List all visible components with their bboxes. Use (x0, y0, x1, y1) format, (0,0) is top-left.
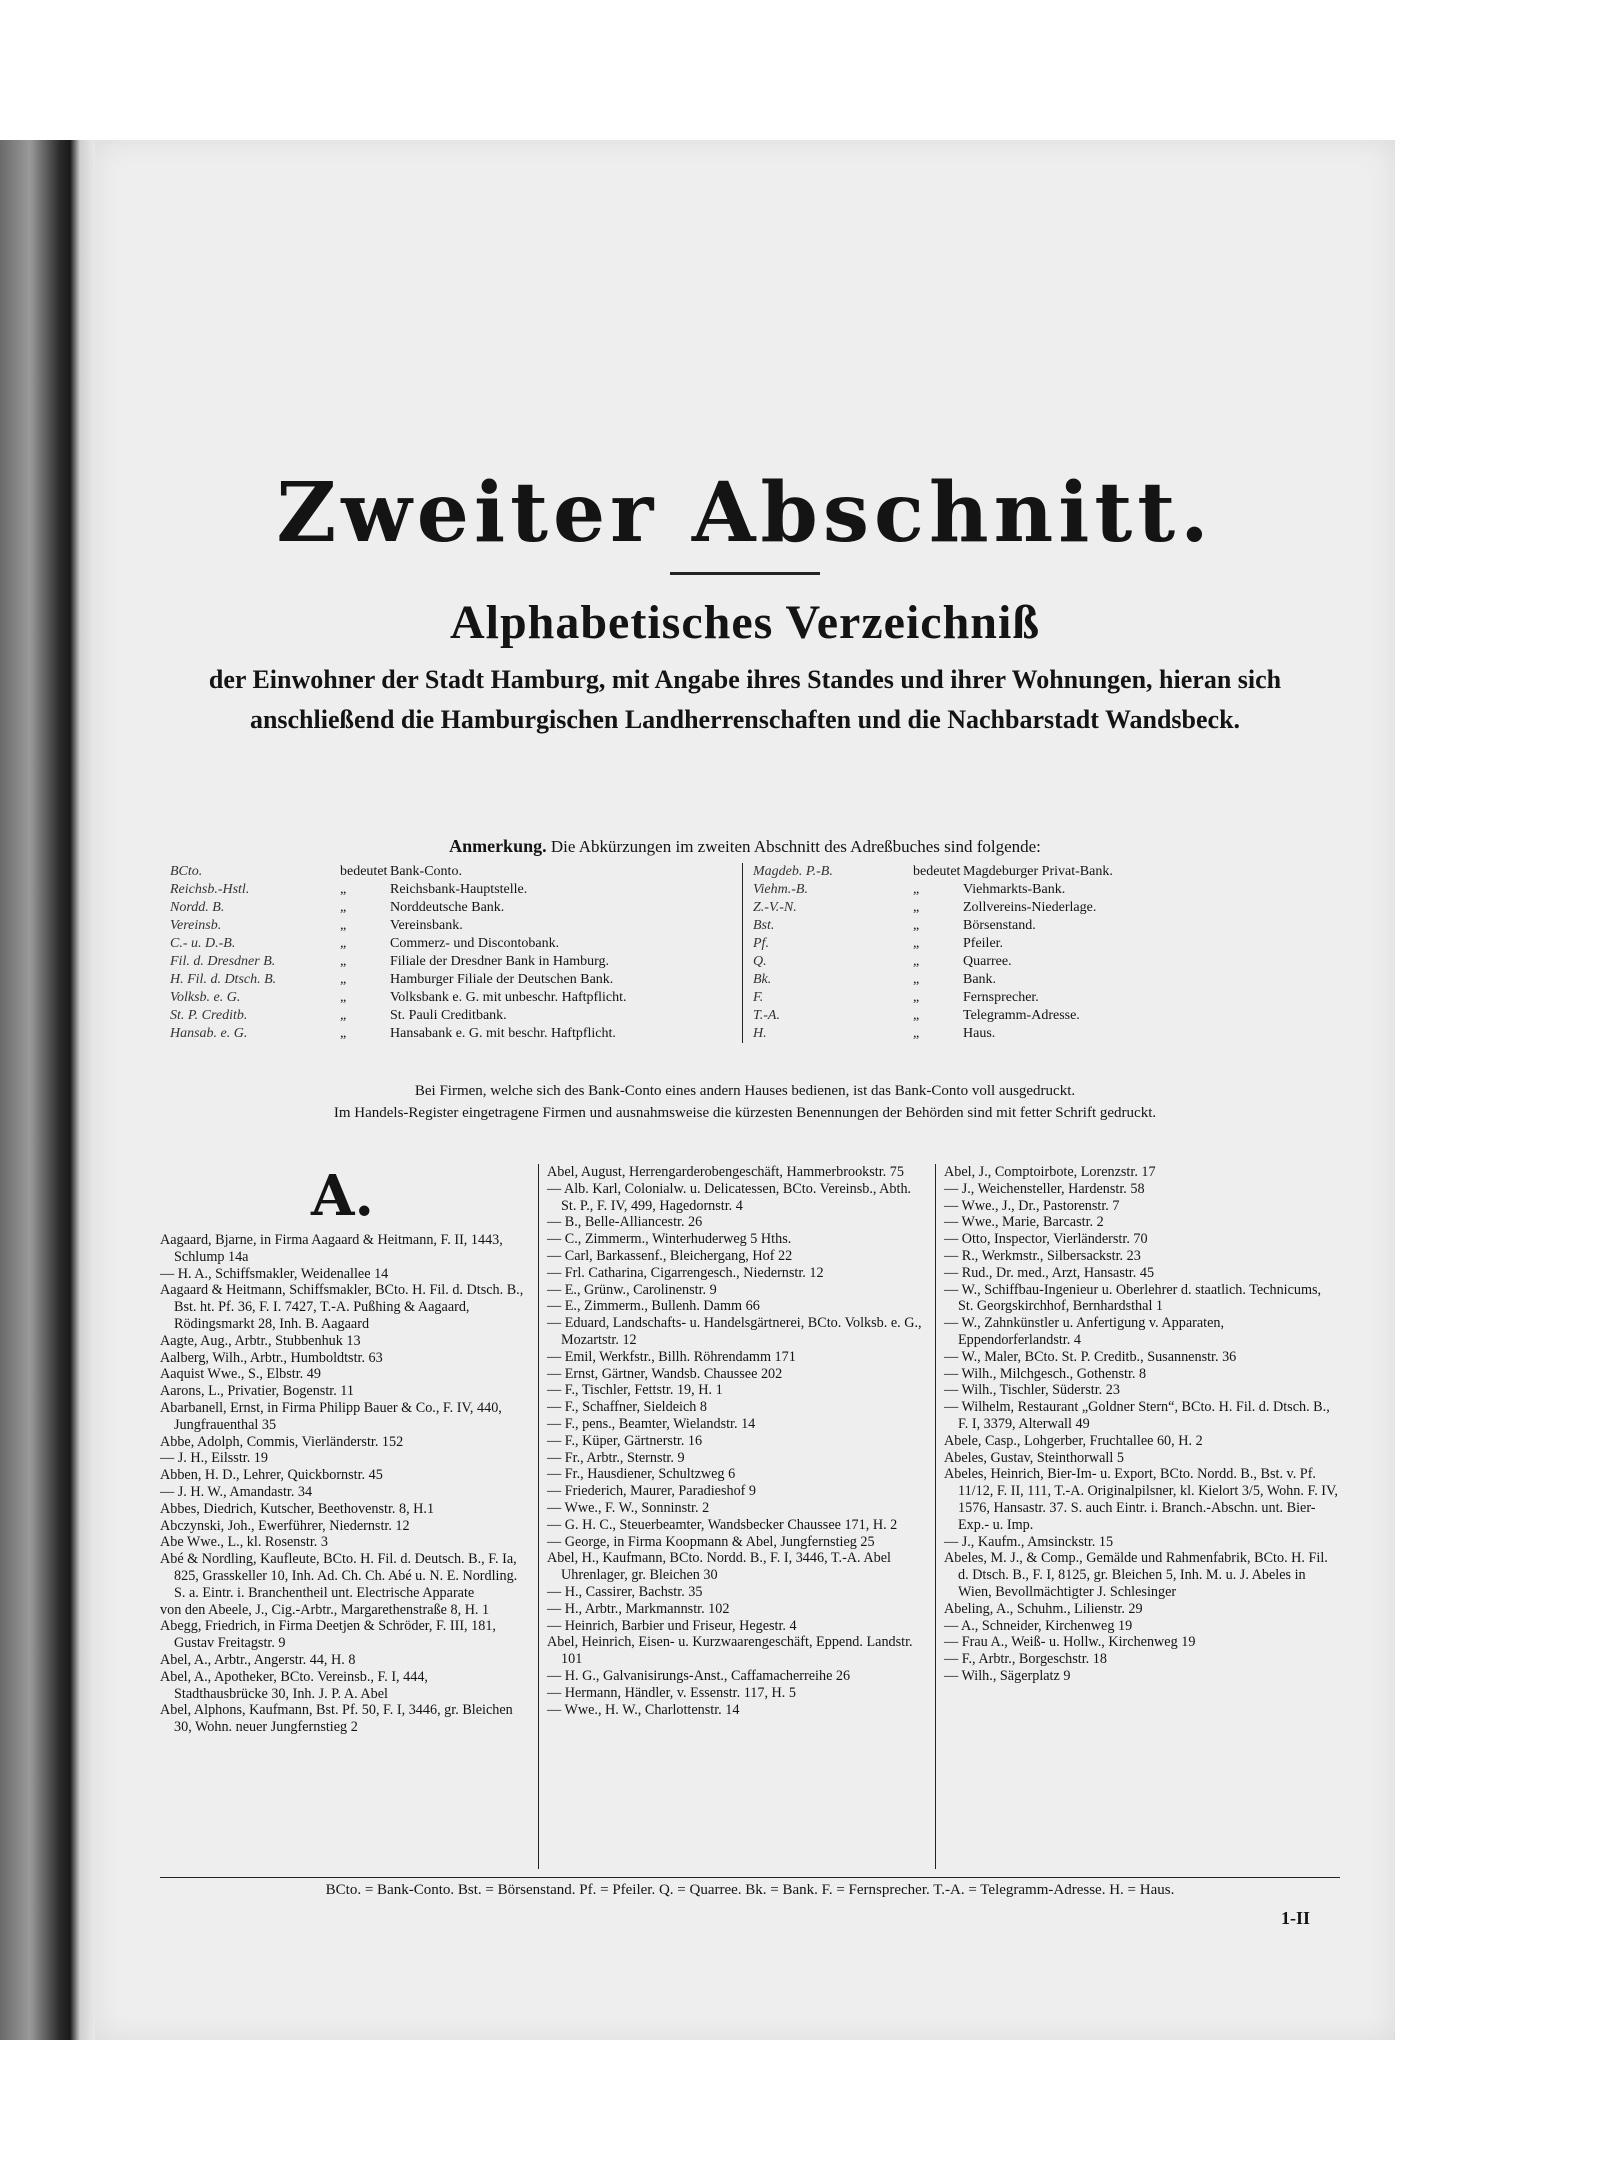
abbreviation-mark: „ (340, 900, 347, 915)
directory-entry: — G. H. C., Steuerbeamter, Wandsbecker Chaussee 171, H. 2 (547, 1516, 898, 1533)
abbreviation-meaning: Bank-Conto. (390, 864, 462, 879)
title-rule (670, 572, 820, 575)
abbreviation-meaning: Telegramm-Adresse. (963, 1008, 1080, 1023)
directory-entry: — W., Schiffbau-Ingenieur u. Oberlehrer d. staatlich. Technicums, St. Georgskirchhof, Bernhardsthal 1 (944, 1281, 1322, 1315)
directory-entry: — Wilh., Sägerplatz 9 (944, 1667, 1071, 1684)
abbreviation-footer: BCto. = Bank-Conto. Bst. = Börsenstand. Pf. = Pfeiler. Q. = Quarree. Bk. = Bank. F. = Fernsprecher. T.-A. = Telegramm-Adresse. H. = Haus. (160, 1877, 1340, 1899)
directory-entry: — B., Belle-Alliancestr. 26 (547, 1214, 703, 1231)
directory-entry: Aarons, L., Privatier, Bogenstr. 11 (160, 1383, 354, 1400)
note-text: Die Abkürzungen im zweiten Abschnitt des Adreßbuches sind folgende: (550, 837, 1041, 856)
abbreviation-row (170, 1007, 730, 1025)
directory-entry: Aagaard, Bjarne, in Firma Aagaard & Heitmann, F. II, 1443, Schlump 14a (160, 1232, 503, 1265)
abbreviation-table (170, 863, 1340, 1088)
abbreviation-column-left (170, 863, 730, 1043)
directory-entry: Abel, A., Apotheker, BCto. Vereinsb., F. I, 444, Stadthausbrücke 30, Inh. J. P. A. Abel (160, 1668, 428, 1702)
directory-column-2 (538, 1164, 927, 1869)
directory-entry: Aalberg, Wilh., Arbtr., Humboldtstr. 63 (160, 1349, 383, 1366)
abbreviation-row (753, 989, 1353, 1007)
directory-entry: — Carl, Barkassenf., Bleichergang, Hof 22 (547, 1247, 793, 1264)
abbreviation-column-right (742, 863, 1353, 1043)
abbreviation-key: T.-A. (753, 1008, 780, 1023)
abbreviation-key: Bk. (753, 972, 772, 987)
directory-entry: Abel, H., Kaufmann, BCto. Nordd. B., F. I, 3446, T.-A. Abel Uhrenlager, gr. Bleichen 30 (547, 1550, 891, 1584)
abbreviation-mark: „ (340, 936, 347, 951)
page-content (160, 140, 1338, 2040)
directory-entry: Abeles, Heinrich, Bier-Im- u. Export, BCto. Nordd. B., Bst. v. Pf. 11/12, F. II, 111, T.-A. Originalpilsner, kl. Kielort 3/5, Wohn. F. IV, 1576, Hansastr. 37. S. auch Eintr. i. Branch.-Abschn. unt. Bier-Exp.- u. Imp. (944, 1466, 1338, 1533)
abbreviation-key: H. (753, 1026, 767, 1041)
directory-entry: Abbes, Diedrich, Kutscher, Beethovenstr. 8, H.1 (160, 1500, 435, 1517)
abbreviation-note (160, 836, 1330, 857)
directory-entry: — Wwe., Marie, Barcastr. 2 (944, 1214, 1104, 1231)
document-page (95, 140, 1395, 2040)
abbreviation-mark: „ (340, 882, 347, 897)
abbreviation-key: H. Fil. d. Dtsch. B. (170, 972, 277, 987)
directory-columns (160, 1164, 1340, 1869)
abbreviation-key: St. P. Creditb. (170, 1008, 248, 1023)
abbreviation-meaning: St. Pauli Creditbank. (390, 1008, 507, 1023)
abbreviation-mark: „ (913, 990, 920, 1005)
abbreviation-meaning: Zollvereins-Niederlage. (963, 900, 1097, 915)
abbreviation-row (753, 953, 1353, 971)
abbreviation-row (753, 1007, 1353, 1025)
directory-entry: — C., Zimmerm., Winterhuderweg 5 Hths. (547, 1231, 792, 1248)
directory-entry: Abczynski, Joh., Ewerführer, Niedernstr. 12 (160, 1517, 410, 1534)
abbreviation-key: C.- u. D.-B. (170, 936, 236, 951)
abbreviation-meaning: Magdeburger Privat-Bank. (963, 864, 1113, 879)
abbreviation-mark: „ (913, 1026, 920, 1041)
directory-entry: — J., Kaufm., Amsinckstr. 15 (944, 1533, 1114, 1550)
abbreviation-mark: bedeutet (340, 864, 388, 879)
abbreviation-meaning: Norddeutsche Bank. (390, 900, 505, 915)
directory-entry: — H. A., Schiffsmakler, Weidenallee 14 (160, 1265, 389, 1282)
directory-entry: — H., Arbtr., Markmannstr. 102 (547, 1600, 730, 1617)
abbreviation-row (170, 917, 730, 935)
abbreviation-row (753, 917, 1353, 935)
directory-entry: — Wilh., Tischler, Süderstr. 23 (944, 1382, 1120, 1399)
abbreviation-key: Hansab. e. G. (170, 1026, 248, 1041)
abbreviation-mark: „ (340, 954, 347, 969)
abbreviation-key: Nordd. B. (170, 900, 225, 915)
abbreviation-mark: „ (340, 1008, 347, 1023)
abbreviation-meaning: Fernsprecher. (963, 990, 1039, 1005)
firm-notes (160, 1080, 1330, 1124)
abbreviation-mark: „ (913, 882, 920, 897)
directory-entry: — Rud., Dr. med., Arzt, Hansastr. 45 (944, 1264, 1155, 1281)
directory-title: Alphabetisches Verzeichniß (449, 596, 1041, 649)
directory-entry: — J. H., Eilsstr. 19 (160, 1450, 268, 1467)
directory-entry: — Frau A., Weiß- u. Hollw., Kirchenweg 19 (944, 1634, 1196, 1651)
abbreviation-key: Viehm.-B. (753, 882, 808, 897)
abbreviation-row (753, 1025, 1353, 1043)
directory-entry: — Alb. Karl, Colonialw. u. Delicatessen, BCto. Vereinsb., Abth. St. P., F. IV, 499, Hagedornstr. 4 (547, 1180, 912, 1214)
abbreviation-row (170, 935, 730, 953)
directory-entry: Abel, J., Comptoirbote, Lorenzstr. 17 (944, 1164, 1156, 1180)
abbreviation-row (170, 881, 730, 899)
abbreviation-mark: bedeutet (913, 864, 961, 879)
abbreviation-mark: „ (340, 972, 347, 987)
abbreviation-row (753, 971, 1353, 989)
abbreviation-key: Q. (753, 954, 767, 969)
abbreviation-key: BCto. (170, 864, 203, 879)
directory-entry: — Wwe., F. W., Sonninstr. 2 (547, 1499, 710, 1516)
page-number: 1-II (1280, 1908, 1310, 1928)
abbreviation-mark: „ (340, 1026, 347, 1041)
directory-entry: — George, in Firma Koopmann & Abel, Jungfernstieg 25 (547, 1533, 875, 1550)
firm-note-line: Im Handels-Register eingetragene Firmen und ausnahmsweise die kürzesten Benennungen der Behörden sind mit fetter Schrift gedruckt. (333, 1105, 1157, 1121)
firm-note-line: Bei Firmen, welche sich des Bank-Conto eines andern Hauses bedienen, ist das Bank-Conto voll ausgedruckt. (414, 1083, 1076, 1099)
directory-entry: — Frl. Catharina, Cigarrengesch., Niedernstr. 12 (547, 1264, 824, 1281)
directory-entry: — Fr., Arbtr., Sternstr. 9 (547, 1449, 685, 1466)
directory-entry: Aagaard & Heitmann, Schiffsmakler, BCto. H. Fil. d. Dtsch. B., Bst. ht. Pf. 36, F. I. 7427, T.-A. Pußhing & Aagaard, Rödingsmarkt 28, Inh. B. Aagaard (160, 1282, 524, 1332)
note-label: Anmerkung. (449, 836, 547, 856)
abbreviation-mark: „ (340, 990, 347, 1005)
abbreviation-key: Magdeb. P.-B. (753, 864, 833, 879)
abbreviation-key: Reichsb.-Hstl. (170, 882, 250, 897)
directory-entry: Abel, Alphons, Kaufmann, Bst. Pf. 50, F. I, 3446, gr. Bleichen 30, Wohn. neuer Jungfernstieg 2 (160, 1702, 513, 1736)
directory-entry: Abeling, A., Schuhm., Lilienstr. 29 (944, 1600, 1143, 1617)
abbreviation-meaning: Börsenstand. (963, 918, 1036, 933)
directory-entry: — E., Zimmerm., Bullenh. Damm 66 (547, 1298, 760, 1315)
directory-entry: Aaquist Wwe., S., Elbstr. 49 (160, 1366, 321, 1383)
directory-entry: Abe Wwe., L., kl. Rosenstr. 3 (160, 1534, 328, 1551)
directory-entry: — Wwe., J., Dr., Pastorenstr. 7 (944, 1197, 1120, 1214)
section-letter: A. (311, 1164, 374, 1229)
abbreviation-row (170, 1025, 730, 1043)
directory-entry: — F., Tischler, Fettstr. 19, H. 1 (547, 1382, 723, 1399)
directory-entry: — J. H. W., Amandastr. 34 (160, 1483, 313, 1500)
abbreviation-row (170, 863, 730, 881)
abbreviation-mark: „ (913, 972, 920, 987)
abbreviation-meaning: Haus. (963, 1026, 996, 1041)
abbreviation-row (170, 953, 730, 971)
abbreviation-meaning: Quarree. (963, 954, 1012, 969)
abbreviation-mark: „ (913, 900, 920, 915)
directory-entry: — H. G., Galvanisirungs-Anst., Caffamacherreihe 26 (547, 1667, 851, 1684)
abbreviation-key: Z.-V.-N. (753, 900, 797, 915)
abbreviation-row (753, 881, 1353, 899)
abbreviation-row (753, 899, 1353, 917)
directory-entry: — A., Schneider, Kirchenweg 19 (944, 1617, 1133, 1634)
abbreviation-meaning: Reichsbank-Hauptstelle. (390, 882, 528, 897)
abbreviation-mark: „ (913, 918, 920, 933)
directory-entry: von den Abeele, J., Cig.-Arbtr., Margarethenstraße 8, H. 1 (160, 1601, 490, 1618)
directory-entry: — Fr., Hausdiener, Schultzweg 6 (547, 1466, 736, 1483)
book-spine (0, 140, 95, 2040)
directory-entry: Abel, August, Herrengarderobengeschäft, Hammerbrookstr. 75 (547, 1164, 904, 1180)
abbreviation-key: Vereinsb. (170, 918, 222, 933)
directory-entry: Abben, H. D., Lehrer, Quickbornstr. 45 (160, 1467, 383, 1484)
abbreviation-meaning: Hamburger Filiale der Deutschen Bank. (390, 972, 614, 987)
abbreviation-mark: „ (340, 918, 347, 933)
directory-entry: — H., Cassirer, Bachstr. 35 (547, 1583, 703, 1600)
directory-entry: — Ernst, Gärtner, Wandsb. Chaussee 202 (547, 1365, 783, 1382)
directory-entry: — F., Arbtr., Borgeschstr. 18 (944, 1651, 1107, 1668)
section-title: Zweiter Abschnitt. (276, 465, 1214, 561)
directory-entry: — Wilhelm, Restaurant „Goldner Stern“, BCto. H. Fil. d. Dtsch. B., F. I, 3379, Alterwall 49 (944, 1399, 1330, 1432)
directory-entry: — W., Zahnkünstler u. Anfertigung v. Apparaten, Eppendorferlandstr. 4 (944, 1315, 1225, 1348)
abbreviation-mark: „ (913, 954, 920, 969)
directory-entry: — W., Maler, BCto. St. P. Creditb., Susannenstr. 36 (944, 1348, 1237, 1365)
directory-entry: Abeles, Gustav, Steinthorwall 5 (944, 1449, 1124, 1466)
directory-column-1 (160, 1164, 525, 1869)
abbreviation-key: Pf. (753, 936, 769, 951)
abbreviation-mark: „ (913, 1008, 920, 1023)
directory-subtitle: der Einwohner der Stadt Hamburg, mit Angabe ihres Standes und ihrer Wohnungen, hieran sich anschließend die Hamburgischen Landherrenschaften und die Nachbarstadt Wandsbeck. (208, 665, 1282, 734)
abbreviation-key: Volksb. e. G. (170, 990, 241, 1005)
directory-entry: — J., Weichensteller, Hardenstr. 58 (944, 1180, 1145, 1197)
abbreviation-meaning: Vereinsbank. (390, 918, 463, 933)
directory-entry: Abbe, Adolph, Commis, Vierländerstr. 152 (160, 1433, 404, 1450)
abbreviation-row (170, 989, 730, 1007)
abbreviation-row (170, 971, 730, 989)
directory-entry: — Wilh., Milchgesch., Gothenstr. 8 (944, 1365, 1147, 1382)
directory-entry: — Emil, Werkfstr., Billh. Röhrendamm 171 (547, 1348, 796, 1365)
directory-entry: Abel, A., Arbtr., Angerstr. 44, H. 8 (160, 1651, 356, 1668)
directory-entry: — Wwe., H. W., Charlottenstr. 14 (547, 1701, 740, 1718)
abbreviation-row (753, 863, 1353, 881)
directory-entry: Abel, Heinrich, Eisen- u. Kurzwaarengeschäft, Eppend. Landstr. 101 (547, 1634, 913, 1668)
abbreviation-meaning: Commerz- und Discontobank. (390, 936, 560, 951)
abbreviation-meaning: Hansabank e. G. mit beschr. Haftpflicht. (390, 1026, 616, 1041)
abbreviation-meaning: Filiale der Dresdner Bank in Hamburg. (390, 954, 610, 969)
directory-entry: Abele, Casp., Lohgerber, Fruchtallee 60, H. 2 (944, 1432, 1203, 1449)
directory-entry: — Eduard, Landschafts- u. Handelsgärtnerei, BCto. Volksb. e. G., Mozartstr. 12 (547, 1315, 922, 1348)
directory-entry: Abegg, Friedrich, in Firma Deetjen & Schröder, F. III, 181, Gustav Freitagstr. 9 (160, 1618, 496, 1652)
directory-entry: — E., Grünw., Carolinenstr. 9 (547, 1281, 717, 1298)
abbreviation-meaning: Bank. (963, 972, 997, 987)
directory-entry: Abarbanell, Ernst, in Firma Philipp Bauer & Co., F. IV, 440, Jungfrauenthal 35 (160, 1399, 502, 1433)
abbreviation-mark: „ (913, 936, 920, 951)
directory-entry: Abé & Nordling, Kaufleute, BCto. H. Fil. d. Deutsch. B., F. Ia, 825, Grasskeller 10, Inh. Ad. Ch. Ch. Abé u. N. E. Nordling. S. a. Eintr. i. Branchentheil unt. Electrische Apparate (160, 1551, 518, 1601)
directory-entry: — Hermann, Händler, v. Essenstr. 117, H. 5 (547, 1684, 796, 1701)
directory-entry: — F., Schaffner, Sieldeich 8 (547, 1399, 707, 1416)
directory-entry: — Otto, Inspector, Vierländerstr. 70 (944, 1231, 1148, 1248)
directory-entry: Aagte, Aug., Arbtr., Stubbenhuk 13 (160, 1332, 361, 1349)
directory-entry: — F., Küper, Gärtnerstr. 16 (547, 1432, 703, 1449)
abbreviation-row (170, 899, 730, 917)
directory-column-3 (935, 1164, 1339, 1869)
abbreviation-meaning: Pfeiler. (963, 936, 1004, 951)
directory-entry: — F., pens., Beamter, Wielandstr. 14 (547, 1415, 756, 1432)
abbreviation-key: Fil. d. Dresdner B. (170, 954, 276, 969)
abbreviation-key: F. (753, 990, 764, 1005)
directory-entry: — R., Werkmstr., Silbersackstr. 23 (944, 1247, 1141, 1264)
abbreviation-row (753, 935, 1353, 953)
directory-entry: Abeles, M. J., & Comp., Gemälde und Rahmenfabrik, BCto. H. Fil. d. Dtsch. B., F. I, 8125, gr. Bleichen 5, Inh. M. u. J. Abeles in Wien, Bevollmächtigter J. Schlesinger (944, 1550, 1328, 1600)
abbreviation-key: Bst. (753, 918, 775, 933)
directory-entry: — Heinrich, Barbier und Friseur, Hegestr. 4 (547, 1617, 797, 1634)
abbreviation-meaning: Viehmarkts-Bank. (963, 882, 1066, 897)
directory-entry: — Friederich, Maurer, Paradieshof 9 (547, 1483, 757, 1500)
abbreviation-meaning: Volksbank e. G. mit unbeschr. Haftpflicht. (390, 990, 627, 1005)
